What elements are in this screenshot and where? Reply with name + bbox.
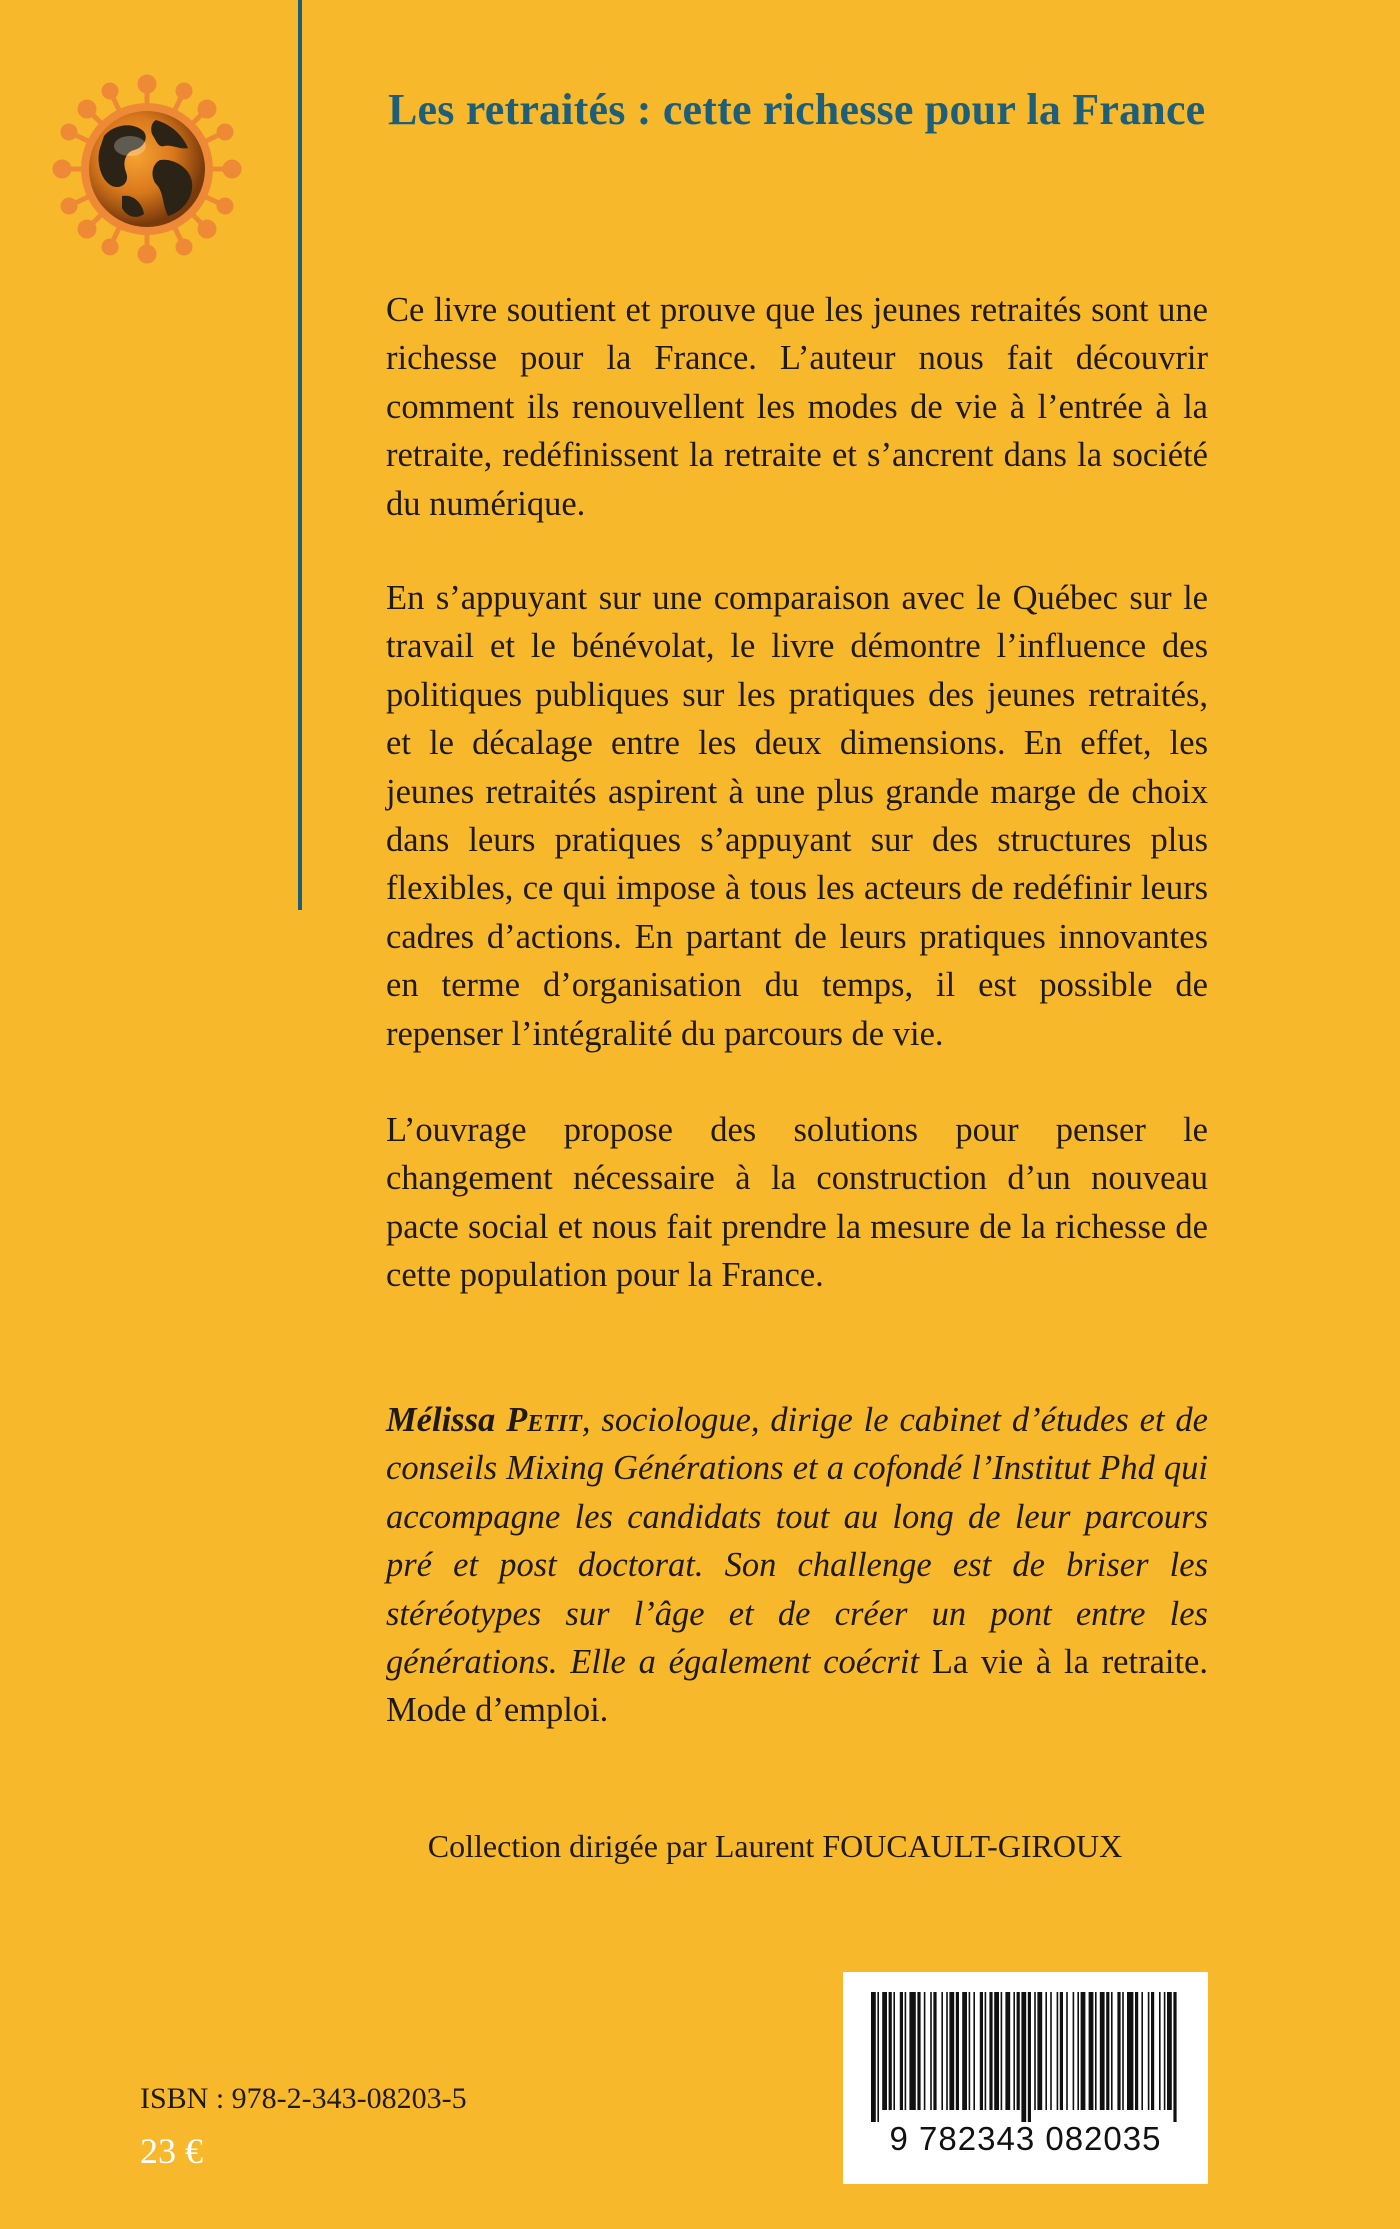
barcode-bar <box>1089 1992 1094 2110</box>
barcode-bar <box>1122 1992 1124 2110</box>
barcode-bar <box>1001 1992 1003 2110</box>
barcode-bar <box>985 1992 987 2110</box>
barcode-bar <box>1013 1992 1015 2110</box>
barcode-bar <box>1034 1992 1036 2110</box>
barcode-icon <box>871 1992 1180 2122</box>
barcode-bar <box>917 1992 920 2110</box>
publisher-logo-globe-icon <box>52 64 242 274</box>
barcode-bar <box>1066 1992 1068 2110</box>
barcode-bar <box>1159 1992 1161 2110</box>
barcode-bar <box>969 1992 971 2110</box>
barcode-bar <box>941 1992 943 2110</box>
barcode-bar <box>1057 1992 1059 2110</box>
summary-paragraph-1: Ce livre soutient et prouve que les jeunes retraités sont une richesse pour la France. L’auteur nous fait découvrir comment ils renouvellent les modes de vie à l’entrée à la retraite, redéfinissent la retraite et s’ancrent dans la société du numérique. <box>386 291 1208 523</box>
barcode-bar <box>909 1992 915 2110</box>
isbn-number: ISBN : 978-2-343-08203-5 <box>140 2082 467 2115</box>
barcode-bar <box>1050 1992 1052 2110</box>
barcode-bar <box>1167 1992 1172 2110</box>
barcode-bar <box>1117 1992 1120 2110</box>
barcode-bar <box>1106 1992 1109 2110</box>
barcode-bar <box>893 1992 895 2110</box>
barcode-bar <box>1148 1992 1150 2110</box>
summary-paragraph-2: En s’appuyant sur une comparaison avec le Québec sur le travail et le bénévolat, le livre démontre l’influence des politiques publiques sur les pratiques des jeunes retraités, et le décalage entre les deux dimensions. En effet, les jeunes retraités aspirent à une plus grande marge de choix dans leurs pratiques s’appuyant sur des structures plus flexibles, ce qui impose à tous les acteurs de redéfinir leurs cadres d’actions. En partant de leurs pratiques innovantes en terme d’organisation du temps, il est possible de repenser l’intégralité du parcours de vie. <box>386 579 1208 1053</box>
barcode-bar <box>1151 1992 1154 2110</box>
barcode-bar <box>980 1992 983 2110</box>
accent-vertical-line <box>298 0 302 910</box>
author-biography <box>386 1396 1208 1735</box>
barcode-bar <box>933 1992 936 2110</box>
author-first-name: Mélissa <box>386 1401 496 1439</box>
barcode-bar <box>1100 1992 1105 2110</box>
barcode-bar <box>1127 1992 1133 2110</box>
barcode-bar <box>994 1992 999 2110</box>
barcode-bar <box>930 1992 932 2110</box>
barcode-bar <box>1060 1992 1063 2110</box>
barcode-bar <box>1164 1992 1166 2110</box>
barcode-bar <box>1021 1992 1026 2122</box>
barcode-bar <box>962 1992 967 2110</box>
barcode-bar <box>889 1992 892 2110</box>
author-last-name: Petit <box>506 1401 582 1439</box>
author-other-book-title: La vie à la retraite. Mode d’emploi. <box>386 1643 1208 1730</box>
barcode-bar <box>924 1992 926 2110</box>
collection-director: Collection dirigée par Laurent FOUCAULT-GIROUX <box>427 1828 1123 1864</box>
barcode <box>843 1972 1208 2184</box>
barcode-bar <box>1141 1992 1143 2110</box>
barcode-bar <box>1073 1992 1075 2110</box>
barcode-bar <box>1077 1992 1079 2110</box>
barcode-bar <box>882 1992 887 2110</box>
barcode-bar <box>1045 1992 1047 2110</box>
barcode-bar <box>989 1992 992 2110</box>
barcode-bar <box>1017 1992 1020 2110</box>
barcode-bar <box>900 1992 903 2110</box>
barcode-bar <box>1081 1992 1086 2110</box>
barcode-bar <box>877 1992 879 2122</box>
barcode-bar <box>1028 1992 1031 2122</box>
barcode-digits: 9 782343 082035 <box>889 2120 1162 2157</box>
back-cover-title: Les retraités : cette richesse pour la France <box>388 85 1206 134</box>
barcode-bar <box>946 1992 948 2110</box>
barcode-bar <box>1135 1992 1138 2110</box>
barcode-bar <box>1111 1992 1113 2110</box>
barcode-bar <box>956 1992 959 2110</box>
barcode-bar <box>1173 1992 1176 2122</box>
barcode-bar <box>949 1992 954 2110</box>
barcode-bar <box>973 1992 975 2110</box>
barcode-bar <box>1095 1992 1097 2110</box>
barcode-bar <box>1005 1992 1010 2110</box>
barcode-bar <box>905 1992 907 2110</box>
barcode-bar <box>871 1992 876 2122</box>
summary-paragraph-3: L’ouvrage propose des solutions pour penser le changement nécessaire à la construction d’un nouveau pacte social et nous fait prendre la mesure de la richesse de cette population pour la France. <box>386 1111 1208 1295</box>
author-bio-text: , sociologue, dirige le cabinet d’études et de conseils Mixing Générations et a cofondé l’Institut Phd qui accompagne les candidats tout au long de leur parcours pré et post doctorat. Son challenge est de briser les stéréotypes sur l’âge et de créer un pont entre les générations. Elle a également coécrit <box>386 1401 1208 1682</box>
barcode-bar <box>1037 1992 1042 2110</box>
book-price: 23 € <box>140 2131 203 2171</box>
